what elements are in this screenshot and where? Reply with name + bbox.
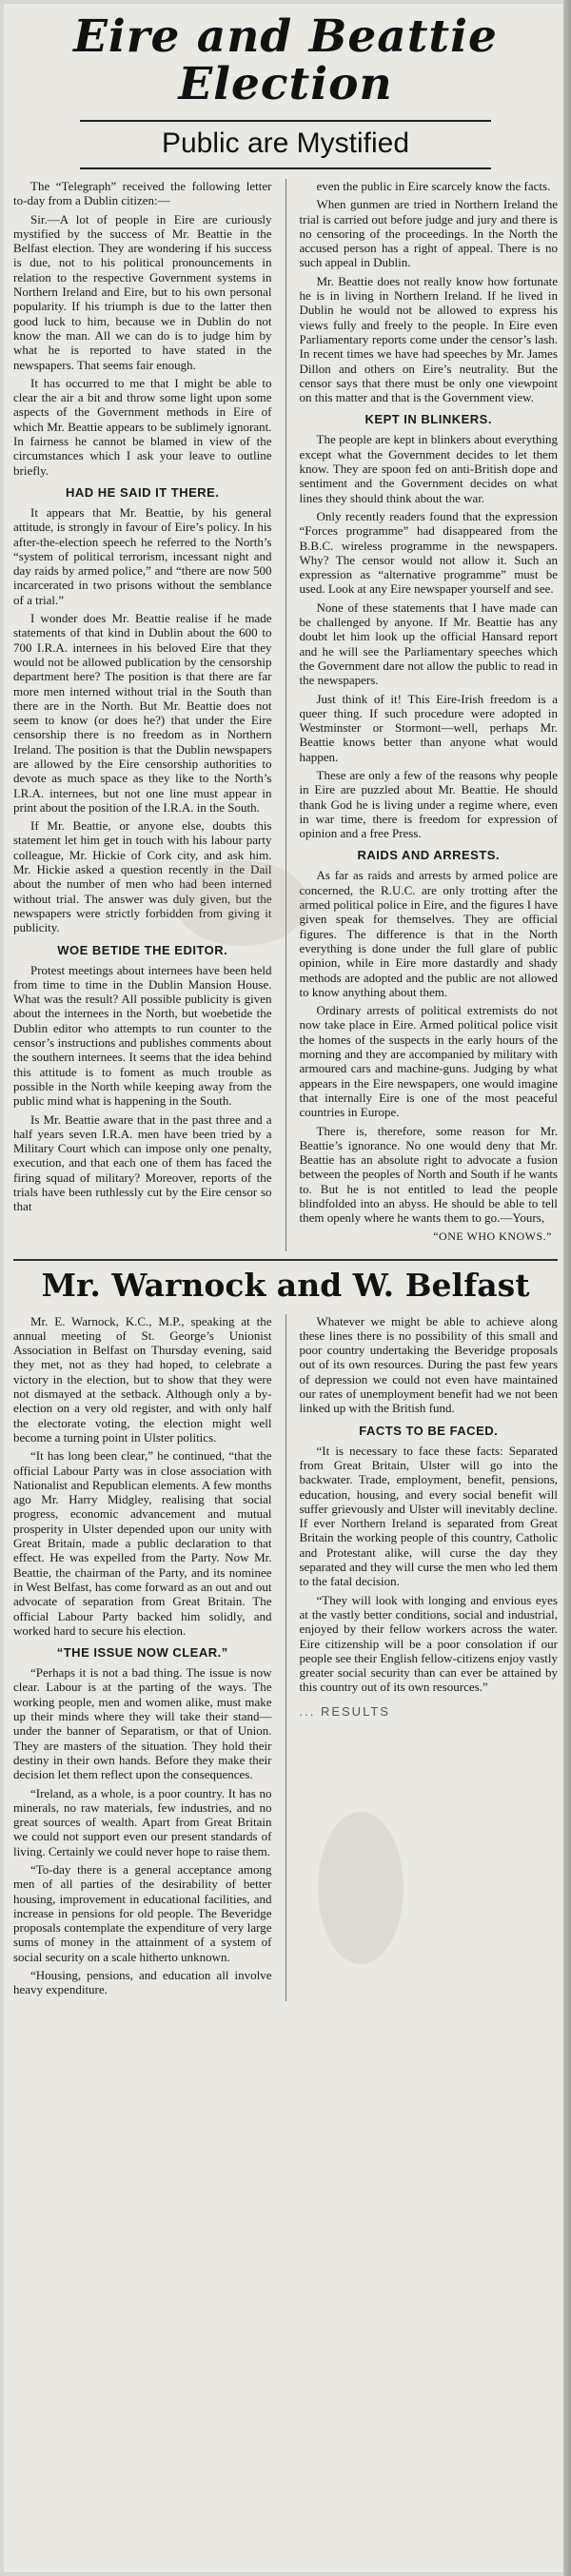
article-headline: [13, 10, 558, 110]
paper-stain: [318, 1812, 404, 1964]
article-columns: [13, 1314, 558, 2001]
scrapbook-binding-edge: [563, 0, 571, 2576]
cut-off-heading: ... RESULTS: [299, 1703, 390, 1719]
paragraph: Ordinary arrests of political extremists do not now take place in Eire. Armed political police visit the homes of the suspects in the early hours of the morning and they are accompanied by military with armoured cars and machine-guns. Judging by what appears in the Eire newspapers, one would imagine that internally Eire is one of the most peaceful countries in Europe.: [299, 1003, 558, 1120]
paper-stain: [175, 860, 308, 946]
paragraph: Protest meetings about internees have been held from time to time in the Dublin Mansion House. What was the result? All possible publicity is given about the internees in the North, but woebetide the Dublin editor who attempts to run counter to the censor’s instructions and publishes comments about the southern internees. It seems that the idea behind this attitude is to foment as much trouble as possible in the North while keeping away from the public mind what is happening in the South.: [13, 962, 272, 1109]
paragraph: even the public in Eire scarcely know the facts.: [316, 179, 551, 193]
section-heading: FACTS TO BE FACED.: [359, 1423, 499, 1438]
paragraph: Sir.—A lot of people in Eire are curiously mystified by the success of Mr. Beattie in the Belfast election. They are wondering if his success is due, not to his political pronouncements in relation to the respective Government systems in Northern Ireland and Eire, but to his own personal popularity. If his triumph is due to the latter then good luck to him, because we in Dublin do not know the man. All we can do is to judge him by what he is reported to have stated in the newspapers. That seems fair enough.: [13, 211, 272, 372]
left-column: [13, 1314, 272, 2001]
paragraph: Mr. E. Warnock, K.C., M.P., speaking at the annual meeting of St. George’s Unionist Association in Belfast on Thursday evening, said they met, not as they had hoped, to celebrate a victory in the election, but to show that they were not dismayed at the setback. Although only a by-election on a very old register, and with only half the electorate voting, the election might well become a turning point in Ulster politics.: [13, 1313, 272, 1445]
paragraph: Mr. Beattie does not really know how fortunate he is in living in Northern Ireland. If he lived in Dublin he would not be allowed to express his views fully and freely to the people. In Eire even Parliamentary reports come under the censor’s lash. In recent times we have had speeches by Mr. James Dillon and others on Eire’s neutrality. But the censor says that there must be only one viewpoint on this matter and that is the Government view.: [299, 273, 558, 405]
article-warnock: [13, 1267, 558, 2001]
paragraph: “They will look with longing and envious eyes at the vastly better conditions, social and industrial, enjoyed by their fellow workers across the water. Eire citizenship will be a poor consolation if our people see their English fellow-citizens enjoy vastly greater social security than can ever be attained by this country out of its own resources.”: [299, 1592, 558, 1695]
section-heading: KEPT IN BLINKERS.: [364, 412, 492, 427]
paragraph: If Mr. Beattie, or anyone else, doubts this statement let him get in touch with his labour party colleague, Mr. Hickie of Cork city, and ask him. Mr. Hickie asked a question recently in the Dail about the number of men who had been interned without trial. The answer was duly given, but the newspapers were strictly forbidden from giving it publicity.: [13, 818, 272, 935]
paragraph: “To-day there is a general acceptance among men of all parties of the desirability of better housing, improvement in educational facilities, and increase in pensions for old people. The Beveridge proposals contemplate the expenditure of very large sums of money in the attainment of a system of social security on a scale hitherto unknown.: [13, 1861, 272, 1964]
article-separator: [13, 1259, 558, 1261]
paragraph: “Perhaps it is not a bad thing. The issue is now clear. Labour is at the parting of the ways. The working people, men and women alike, must make up their minds where they will take their stand—under the banner of Separatism, or that of Union. They are masters of the situation. They hold their destiny in their own hands. Before they make their decision let them reflect upon the consequences.: [13, 1665, 272, 1782]
headline-line-1: Eire and Beattie: [73, 10, 498, 63]
paragraph: None of these statements that I have made can be challenged by anyone. If Mr. Beattie has any doubt let him look up the official Hansard report and he will see the Parliamentary speeches which the Government dare not allow the public to read in the newspapers.: [299, 600, 558, 688]
paragraph: There is, therefore, some reason for Mr. Beattie’s ignorance. No one would deny that Mr. Beattie has an absolute right to advocate a fusion between the peoples of North and South if he wants to. But he is not entitled to lead the people blindfolded into an abyss. He should be able to tell them openly where he wants them to go.—Yours,: [299, 1123, 558, 1226]
paragraph: I wonder does Mr. Beattie realise if he made statements of that kind in Dublin about the 600 to 700 I.R.A. internees in his beloved Eire that they would not be allowed publication by the censorship department here? The position is that there are far more men interned without trial in the South than there are in the North. But Mr. Beattie does not seem to know (or does he?) that under the Eire censorship there is no freedom as in Northern Ireland. The position is that the Dublin newspapers are allowed by the Eire censorship authorities to devote as much space as they like to the North’s I.R.A. internees, but not one line must appear in print about the position of the I.R.A. in the South.: [13, 611, 272, 815]
article-columns: [13, 179, 558, 1251]
paragraph: The people are kept in blinkers about everything except what the Government decides to let them know. They are spoon fed on anti-British dope and sentiment and the Government decides on what lines they should think about the war.: [299, 432, 558, 505]
paragraph: Just think of it! This Eire-Irish freedom is a queer thing. If such procedure were adopted in Westminster or Stormont—well, perhaps Mr. Beattie knows better than anyone what would happen.: [299, 691, 558, 764]
paragraph: “It is necessary to face these facts: Separated from Great Britain, Ulster will go into the backwater. Trade, employment, benefit, pensions, education, housing, and every social benefit will suffer grievously and Ulster will inevitably decline. If ever Northern Ireland is separated from Great Britain the working people of this country, Catholic and Protestant alike, will curse the day they separated and they will curse the men who led them to the fatal decision.: [299, 1443, 558, 1589]
section-heading: RAIDS AND ARRESTS.: [357, 848, 501, 863]
paragraph: When gunmen are tried in Northern Ireland the trial is carried out before judge and jury and there is no censoring of the proceedings. In the North the accused person has a right of appeal. There is no such appeal in Dublin.: [299, 197, 558, 270]
paragraph: These are only a few of the reasons why people in Eire are puzzled about Mr. Beattie. He should thank God he is living under a regime where, even in war time, there is freedom for expression of opinion and a free Press.: [299, 767, 558, 841]
paragraph: Is Mr. Beattie aware that in the past three and a half years seven I.R.A. men have been tried by a Military Court which can impose only one penalty, execution, and that each one of them has faced the firing squad of military? Moreover, reports of the trials have been ruthlessly cut by the Eire censor so that: [13, 1111, 272, 1214]
article-eire-beattie: [13, 10, 558, 1251]
newspaper-clipping: [4, 4, 567, 2572]
article-headline: Mr. Warnock and W. Belfast: [41, 1266, 530, 1304]
section-heading: HAD HE SAID IT THERE.: [66, 484, 220, 500]
right-column: [300, 179, 559, 1251]
article-subheadline: Public are Mystified: [161, 128, 410, 159]
paragraph: “Housing, pensions, and education all involve heavy expenditure.: [13, 1968, 272, 1997]
paragraph: As far as raids and arrests by armed police are concerned, the R.U.C. are only trotting after the armed political police in Eire, and the figures I have given speak for themselves. They are official figures. The difference is that in the North everything is done under the full glare of public opinion, while in Eire more dastardly and shady methods are adopted and the public are not allowed to know anything about them.: [299, 868, 558, 999]
paragraph: Whatever we might be able to achieve along these lines there is no possibility of this small and poor country undertaking the Beveridge proposals out of its own resources. During the past few years of depression we could not even have maintained our rates of unemployment benefit had we not been linked up with the British fund.: [299, 1313, 558, 1416]
paragraph: The “Telegraph” received the following letter to-day from a Dublin citizen:—: [13, 179, 272, 208]
paragraph: “It has long been clear,” he continued, “that the official Labour Party was in close association with Nationalist and Republican elements. A few months ago Mr. Harry Midgley, realising that social progress, economic advancement and mutual prosperity in Ulster depended upon our unity with Great Britain, made a public declaration to that effect. He was expelled from the Party. Now Mr. Beattie, the chairman of the Party, and its nominee in West Belfast, has come forward as an out and out advocate of separation from Great Britain. The official Labour Party backed him solidly, and worked hard to secure his election.: [13, 1448, 272, 1638]
section-heading: “THE ISSUE NOW CLEAR.”: [56, 1645, 228, 1661]
paragraph: Only recently readers found that the expression “Forces programme” had disappeared from the B.B.C. wireless programme in the newspapers. Why? The censor would not allow it. Such an expression as “alternative programme” must be used. Look at any Eire newspaper yourself and see.: [299, 508, 558, 597]
right-column: [300, 1314, 559, 1719]
paragraph: “Ireland, as a whole, is a poor country. It has no minerals, no raw materials, few industries, and no great sources of wealth. Apart from Great Britain we could not support even our present standards of living. Certainly we could never hope to raise them.: [13, 1785, 272, 1858]
left-column: [13, 179, 272, 1218]
paragraph: It has occurred to me that I might be able to clear the air a bit and throw some light upon some aspects of the Government methods in Eire of which Mr. Beattie appears to be sublimely ignorant. In fairness he cannot be blamed in view of the circumstances which I ask your leave to outline briefly.: [13, 375, 272, 478]
section-heading: WOE BETIDE THE EDITOR.: [57, 942, 228, 957]
subhead-box: [13, 120, 558, 169]
paragraph: It appears that Mr. Beattie, by his general attitude, is strongly in favour of Eire’s policy. In his after-the-election speech he referred to the North’s “system of political terrorism, incessant night and day raids by armed police,” and “there are now 500 incarcerated in two prisons without the semblance of a trial.”: [13, 504, 272, 607]
headline-line-2: Election: [178, 58, 393, 110]
letter-signoff: “ONE WHO KNOWS.”: [433, 1229, 552, 1243]
